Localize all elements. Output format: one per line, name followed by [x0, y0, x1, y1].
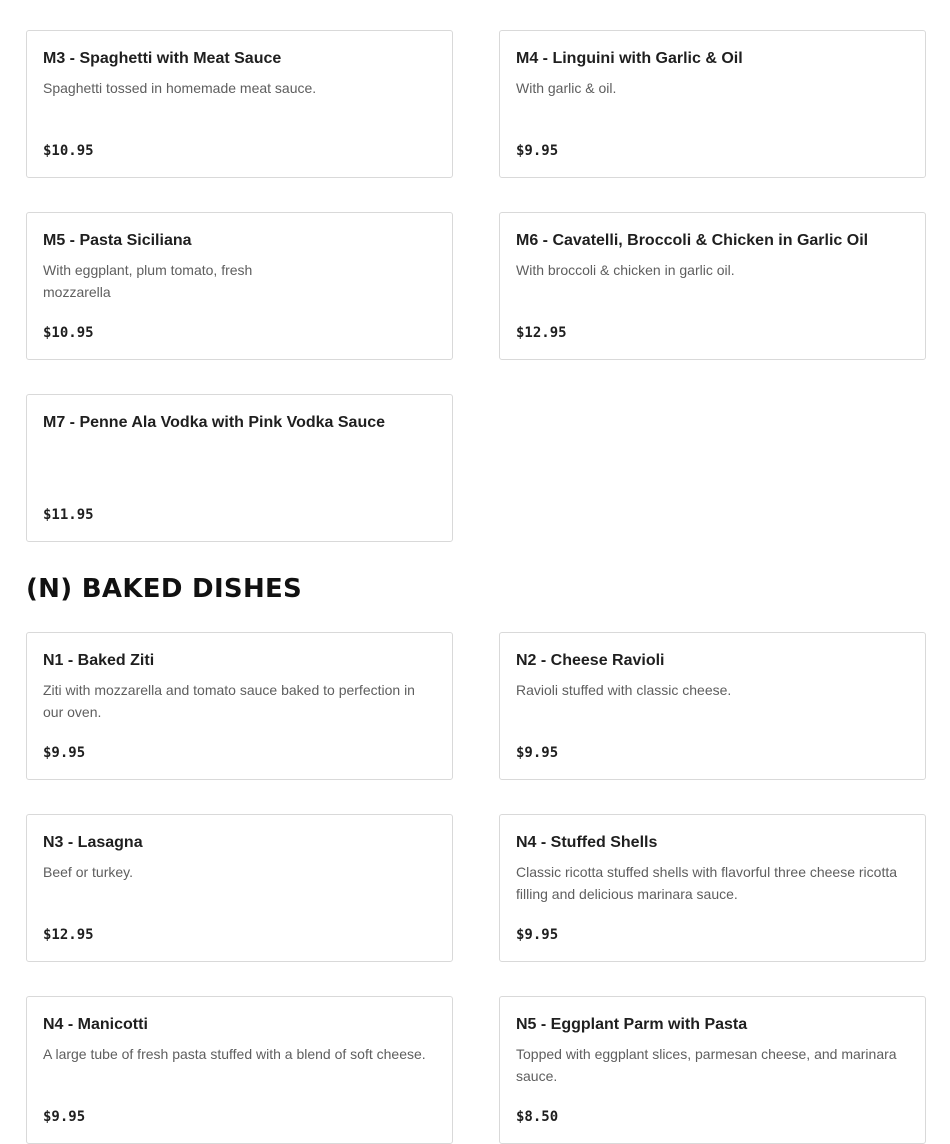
menu-item-name: M6 - Cavatelli, Broccoli & Chicken in Garlic Oil — [516, 232, 869, 249]
menu-item-name: N1 - Baked Ziti — [43, 652, 155, 669]
menu-item-description: Topped with eggplant slices, parmesan cheese, and marinara sauce. — [516, 1046, 897, 1084]
menu-item-price: $8.50 — [516, 1109, 559, 1125]
menu-item-price: $9.95 — [516, 927, 559, 943]
menu-item-description: With garlic & oil. — [516, 80, 617, 96]
menu-item-price: $11.95 — [43, 507, 94, 523]
menu-item-card[interactable] — [26, 30, 453, 178]
menu-item-price: $9.95 — [516, 745, 559, 761]
menu-item-name: N3 - Lasagna — [43, 834, 143, 851]
menu-item-description: With eggplant, plum tomato, fresh mozzarella — [43, 262, 253, 300]
menu-item-name: M7 - Penne Ala Vodka with Pink Vodka Sauce — [43, 414, 386, 431]
menu-item-name: M5 - Pasta Siciliana — [43, 232, 192, 249]
menu-item-card[interactable] — [26, 632, 453, 780]
menu-item-name: N4 - Stuffed Shells — [516, 834, 658, 851]
menu-item-price: $9.95 — [516, 143, 559, 159]
menu-item-price: $12.95 — [43, 927, 94, 943]
menu-item-name: M3 - Spaghetti with Meat Sauce — [43, 50, 282, 67]
menu-item-card[interactable] — [499, 996, 926, 1144]
section-title: (N) BAKED DISHES — [26, 574, 303, 604]
menu-item-description: Classic ricotta stuffed shells with flavorful three cheese ricotta filling and delicious marinara sauce. — [516, 864, 898, 902]
menu-item-card[interactable] — [499, 212, 926, 360]
menu-item-card[interactable] — [26, 212, 453, 360]
menu-item-description: Spaghetti tossed in homemade meat sauce. — [43, 80, 317, 96]
menu-item-price: $10.95 — [43, 325, 94, 341]
menu-item-card[interactable] — [499, 814, 926, 962]
menu-item-description: Ravioli stuffed with classic cheese. — [516, 682, 732, 698]
menu-item-description: With broccoli & chicken in garlic oil. — [516, 262, 735, 278]
menu-item-card[interactable] — [26, 814, 453, 962]
menu-item-name: N5 - Eggplant Parm with Pasta — [516, 1016, 748, 1033]
menu-item-name: N2 - Cheese Ravioli — [516, 652, 665, 669]
menu-item-name: M4 - Linguini with Garlic & Oil — [516, 50, 743, 67]
menu-item-name: N4 - Manicotti — [43, 1016, 148, 1033]
menu-item-card[interactable] — [26, 394, 453, 542]
menu-item-price: $12.95 — [516, 325, 567, 341]
menu-item-card[interactable] — [499, 30, 926, 178]
menu-item-price: $10.95 — [43, 143, 94, 159]
menu-item-card[interactable] — [26, 996, 453, 1144]
menu-item-card[interactable] — [499, 632, 926, 780]
menu-item-price: $9.95 — [43, 745, 86, 761]
menu-item-description: A large tube of fresh pasta stuffed with a blend of soft cheese. — [43, 1046, 426, 1062]
menu-item-price: $9.95 — [43, 1109, 86, 1125]
menu-item-description: Ziti with mozzarella and tomato sauce baked to perfection in our oven. — [43, 682, 415, 720]
menu-item-description: Beef or turkey. — [43, 864, 134, 880]
